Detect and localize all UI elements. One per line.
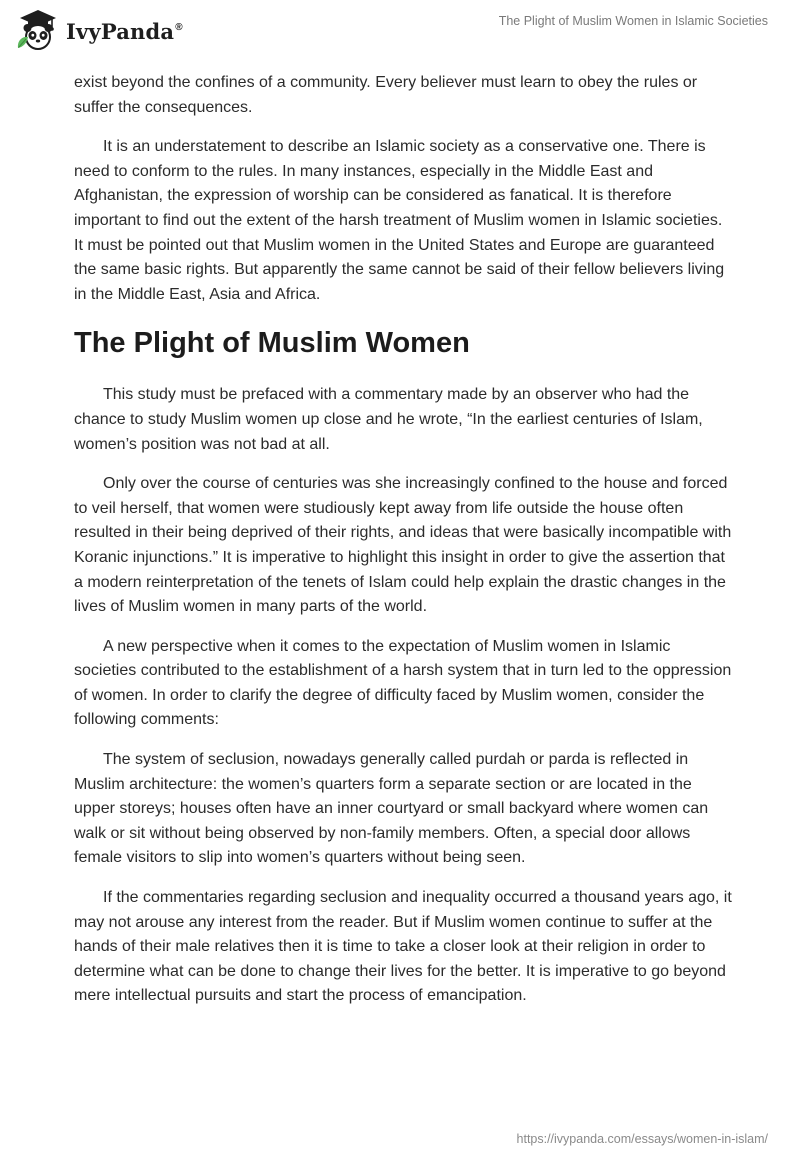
- logo-wordmark: IvyPanda®: [66, 18, 183, 44]
- paragraph: It is an understatement to describe an Islamic society as a conservative one. There is need to conform to the rules. In many instances, especially in the Middle East and Afghanistan, the expression of worship can be considered as fanatical. It is therefore important to find out the extent of the harsh treatment of Muslim women in Islamic societies. It must be pointed out that Muslim women in the United States and Europe are guaranteed the same basic rights. But apparently the same cannot be said of their fellow believers living in the Middle East, Asia and Africa.: [74, 138, 725, 303]
- paragraph: If the commentaries regarding seclusion and inequality occurred a thousand years ago, it may not arouse any interest from the reader. But if Muslim women continue to suffer at the hands of their male relatives then it is time to take a closer look at their religion in order to determine what can be done to change their lives for the better. It is imperative to go beyond mere intellectual pursuits and start the process of emancipation.: [74, 889, 732, 1005]
- paragraph: The system of seclusion, nowadays generally called purdah or parda is reflected in Muslim architecture: the women’s quarters form a separate section or are located in the upper storeys; houses often have an inner courtyard or small backyard where women can walk or sit without being observed by non-family members. Often, a special door allows female visitors to slip into women’s quarters without being seen.: [74, 751, 709, 867]
- paragraph: A new perspective when it comes to the expectation of Muslim women in Islamic societies contributed to the establishment of a harsh system that in turn led to the oppression of women. In order to clarify the degree of difficulty faced by Muslim women, consider the following comments:: [74, 637, 732, 729]
- panda-graduate-icon: [14, 8, 62, 52]
- essay-body: [74, 71, 734, 1024]
- document-title: The Plight of Muslim Women in Islamic Societies: [498, 14, 768, 28]
- registered-mark: ®: [175, 21, 183, 33]
- page-header: [0, 0, 800, 62]
- source-url[interactable]: https://ivypanda.com/essays/women-in-islam/: [516, 1132, 768, 1146]
- paragraph: This study must be prefaced with a commentary made by an observer who had the chance to study Muslim women up close and he wrote, “In the earliest centuries of Islam, women’s position was not bad at all.: [74, 386, 703, 453]
- paragraph: Only over the course of centuries was she increasingly confined to the house and forced to veil herself, that women were studiously kept away from life outside the house often resulted in their being deprived of their rights, and ideas that were basically incompatible with Koranic injunctions.” It is imperative to highlight this insight in order to give the assertion that a modern reinterpretation of the tenets of Islam could help explain the drastic changes in the lives of Muslim women in many parts of the world.: [74, 475, 732, 616]
- section-heading: The Plight of Muslim Women: [74, 327, 470, 360]
- paragraph: exist beyond the confines of a community. Every believer must learn to obey the rules or suffer the consequences.: [74, 74, 698, 116]
- ivypanda-logo[interactable]: [14, 8, 183, 52]
